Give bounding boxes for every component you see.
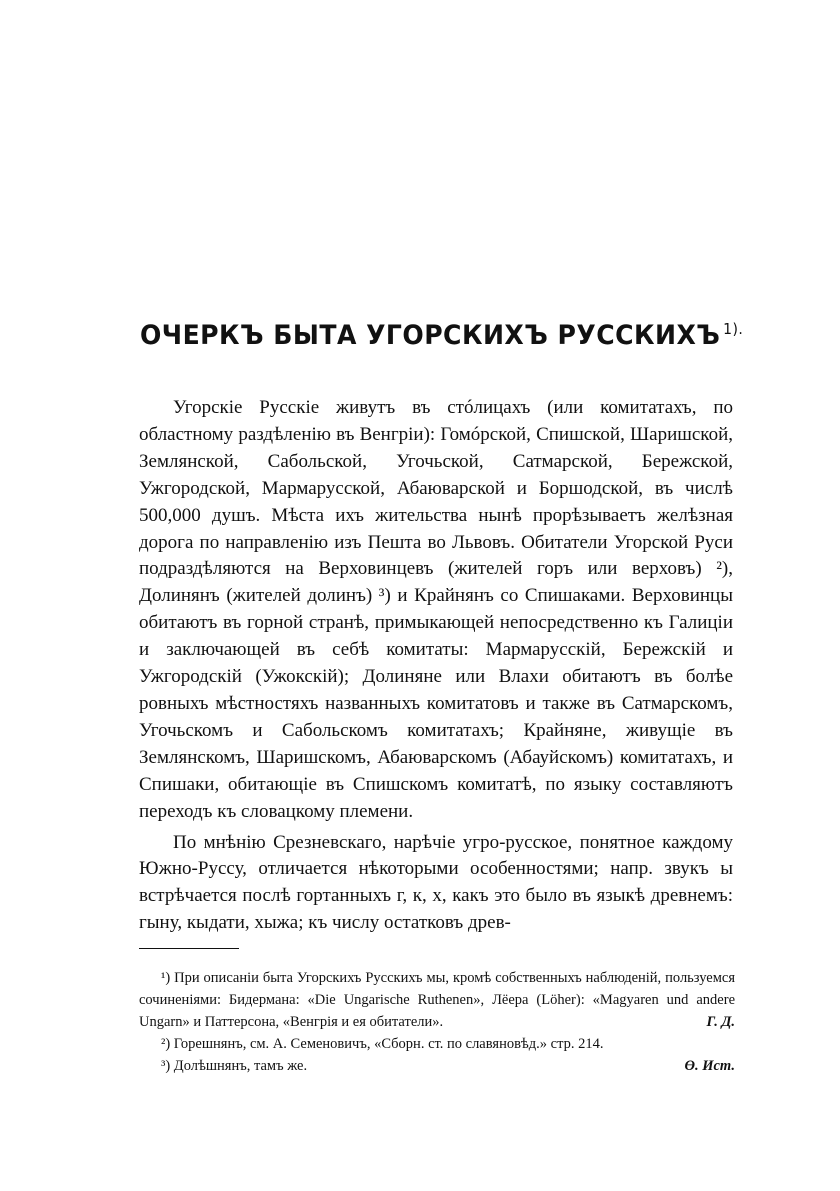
footnote-3-signature: Ө. Ист.: [684, 1058, 735, 1074]
footnote-3: [139, 1055, 735, 1077]
footnote-1-signature: Г. Д.: [706, 1014, 735, 1030]
footnote-1: [139, 967, 735, 1033]
chapter-title: [140, 320, 744, 351]
paragraph-1: Угорскіе Русскіе живутъ въ стóлицахъ (или комитатахъ, по областному раздѣленію въ Венгріи): Гомóрской, Спишской, Шаришской, Землянской, Сабольской, Угочьской, Сатмарской, Бережской, Ужгородской, Мармарусской, Абаюварской и Боршодской, въ числѣ 500,000 душъ. Мѣста ихъ жительства нынѣ прорѣзываетъ желѣзная дорога по направленію изъ Пешта во Львовъ. Обитатели Угорской Руси подраздѣляются на Верховинцевъ (жителей горъ или верховъ) ²), Долинянъ (жителей долинъ) ³) и Крайнянъ со Спишаками. Верховинцы обитаютъ въ горной странѣ, примыкающей непосредственно къ Галиціи и заключающей въ себѣ комитаты: Мармарусскій, Бережскій и Ужгородскій (Ужокскій); Долиняне или Влахи обитаютъ въ болѣе ровныхъ мѣстностяхъ названныхъ комитатовъ и также въ Сатмарскомъ, Угочьскомъ и Сабольскомъ комитатахъ; Крайняне, живущіе въ Землянскомъ, Шаришскомъ, Абаюварскомъ (Абауйскомъ) комитатахъ, и Спишаки, обитающіе въ Спишскомъ комитатѣ, по языку составляютъ переходъ къ словацкому племени.: [139, 397, 733, 822]
main-text: [139, 395, 733, 941]
footnotes: [139, 967, 735, 1077]
paragraph-2: По мнѣнію Срезневскаго, нарѣчіе угро-русское, понятное каждому Южно-Руссу, отличается нѣкоторыми особенностями; напр. звукъ ы встрѣчается послѣ гортанныхъ г, к, х, какъ это было въ языкѣ древнемъ: гыну, кыдати, хыжа; къ числу остатковъ древ-: [139, 831, 733, 934]
footnote-2: [139, 1033, 735, 1055]
footnote-1-text: ¹) При описаніи быта Угорскихъ Русскихъ мы, кромѣ собственныхъ наблюденій, пользуемся сочиненіями: Бидермана: «Die Ungarische Ruthenen», Лёера (Löher): «Magyaren und andere Ungarn» и Паттерсона, «Венгрія и ея обитатели».: [139, 970, 735, 1030]
title-footnote-ref: 1).: [723, 320, 744, 338]
chapter-title-text: ОЧЕРКЪ БЫТА УГОРСКИХЪ РУССКИХЪ: [140, 320, 721, 351]
footnote-2-text: ²) Горешнянъ, см. А. Семеновичъ, «Сборн. ст. по славяновѣд.» стр. 214.: [161, 1036, 604, 1052]
footnote-3-text: ³) Долѣшнянъ, тамъ же.: [161, 1058, 308, 1074]
footnote-divider: [139, 948, 239, 949]
